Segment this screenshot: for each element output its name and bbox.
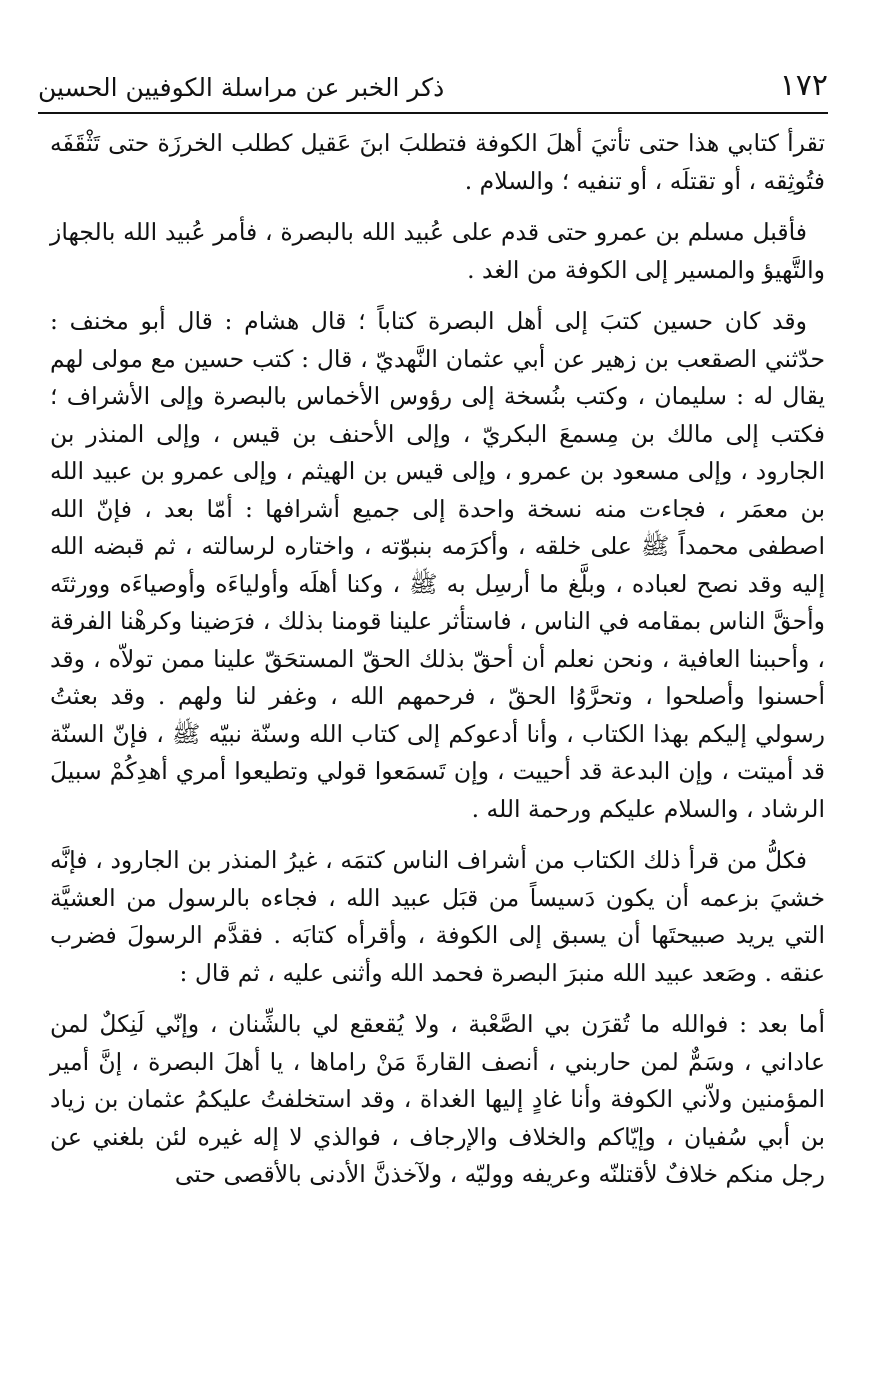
running-title: ذكر الخبر عن مراسلة الكوفيين الحسين [38,73,445,102]
body-text [50,125,825,1194]
page-number: ١٧٢ [779,68,828,103]
page-header [38,66,828,110]
header-rule [38,112,828,114]
paragraph-speech: أما بعد : فوالله ما تُقرَن بي الصَّعْبة ، ولا يُقعقع لي بالشِّنان ، وإنّي لَنِكلٌ لمن عاداني ، وسَمٌّ لمن حاربني ، أنصف القارةَ مَنْ راماها ، يا أهلَ البصرة ، إنَّ أمير المؤمنين ولاّني الكوفة وأنا غادٍ إليها الغداة ، وقد استخلفتُ عليكمُ عثمان بن زياد بن أبي سُفيان ، وإيّاكم والخلاف والإرجاف ، فوالذي لا إله غيره لئن بلغني عن رجل منكم خلافٌ لأقتلنّه وعريفه ووليّه ، ولآخذنَّ الأدنى بالأقصى حتى [50,1010,825,1188]
paragraph-muslim-arrival: فأقبل مسلم بن عمرو حتى قدم على عُبيد الله بالبصرة ، فأمر عُبيد الله بالجهاز والتَّهيؤ والمسير إلى الكوفة من الغد . [50,218,825,284]
paragraph-continuation: تقرأ كتابي هذا حتى تأتيَ أهلَ الكوفة فتطلبَ ابنَ عَقيل كطلب الخرزَة حتى تَثْقَفَه فتُوثِقه ، أو تقتلَه ، أو تنفيه ؛ والسلام . [50,129,825,195]
paragraph-husayn-letter: وقد كان حسين كتبَ إلى أهل البصرة كتاباً ؛ قال هشام : قال أبو مخنف : حدّثني الصقعب بن زهير عن أبي عثمان النَّهديّ ، قال : كتب حسين مع مولى لهم يقال له : سليمان ، وكتب بنُسخة إلى رؤوس الأخماس بالبصرة وإلى الأشراف ؛ فكتب إلى مالك بن مِسمعَ البكريّ ، وإلى الأحنف بن قيس ، وإلى المنذر بن الجارود ، وإلى مسعود بن عمرو ، وإلى قيس بن الهيثم ، وإلى عمرو بن عبيد الله بن معمَر ، فجاءت منه نسخة واحدة إلى جميع أشرافها : أمّا بعد ، فإنّ الله اصطفى محمداً ﷺ على خلقه ، وأكرَمه بنبوّته ، واختاره لرسالته ، ثم قبضه الله إليه وقد نصح لعباده ، وبلَّغ ما أرسِل به ﷺ ، وكنا أهلَه وأولياءَه وأوصياءَه وورثتَه وأحقَّ الناس بمقامه في الناس ، فاستأثر علينا قومنا بذلك ، فرَضينا وكرهْنا الفرقة ، وأحببنا العافية ، ونحن نعلم أن أحقّ بذلك الحقّ المستحَقّ علينا ممن تولاّه ، وقد أحسنوا وأصلحوا ، وتحرَّوُا الحقّ ، فرحمهم الله ، وغفر لنا ولهم . وقد بعثتُ رسولي إليكم بهذا الكتاب ، وأنا أدعوكم إلى كتاب الله وسنّة نبيّه ﷺ ، فإنّ السنّة قد أميتت ، وإن البدعة قد أحييت ، وإن تَسمَعوا قولي وتطيعوا أمري أهدِكُمْ سبيلَ الرشاد ، والسلام عليكم ورحمة الله . [50,307,825,823]
paragraph-readers-reaction: فكلُّ من قرأ ذلك الكتاب من أشراف الناس كتمَه ، غيرُ المنذر بن الجارود ، فإنَّه خشيَ بزعمه أن يكون دَسيساً من قبَل عبيد الله ، فجاءه بالرسول من العشيَّة التي يريد صبيحتَها أن يسبق إلى الكوفة ، وأقرأه كتابَه . فقدَّم الرسولَ فضرب عنقه . وصَعد عبيد الله منبرَ البصرة فحمد الله وأثنى عليه ، ثم قال : [50,846,825,987]
